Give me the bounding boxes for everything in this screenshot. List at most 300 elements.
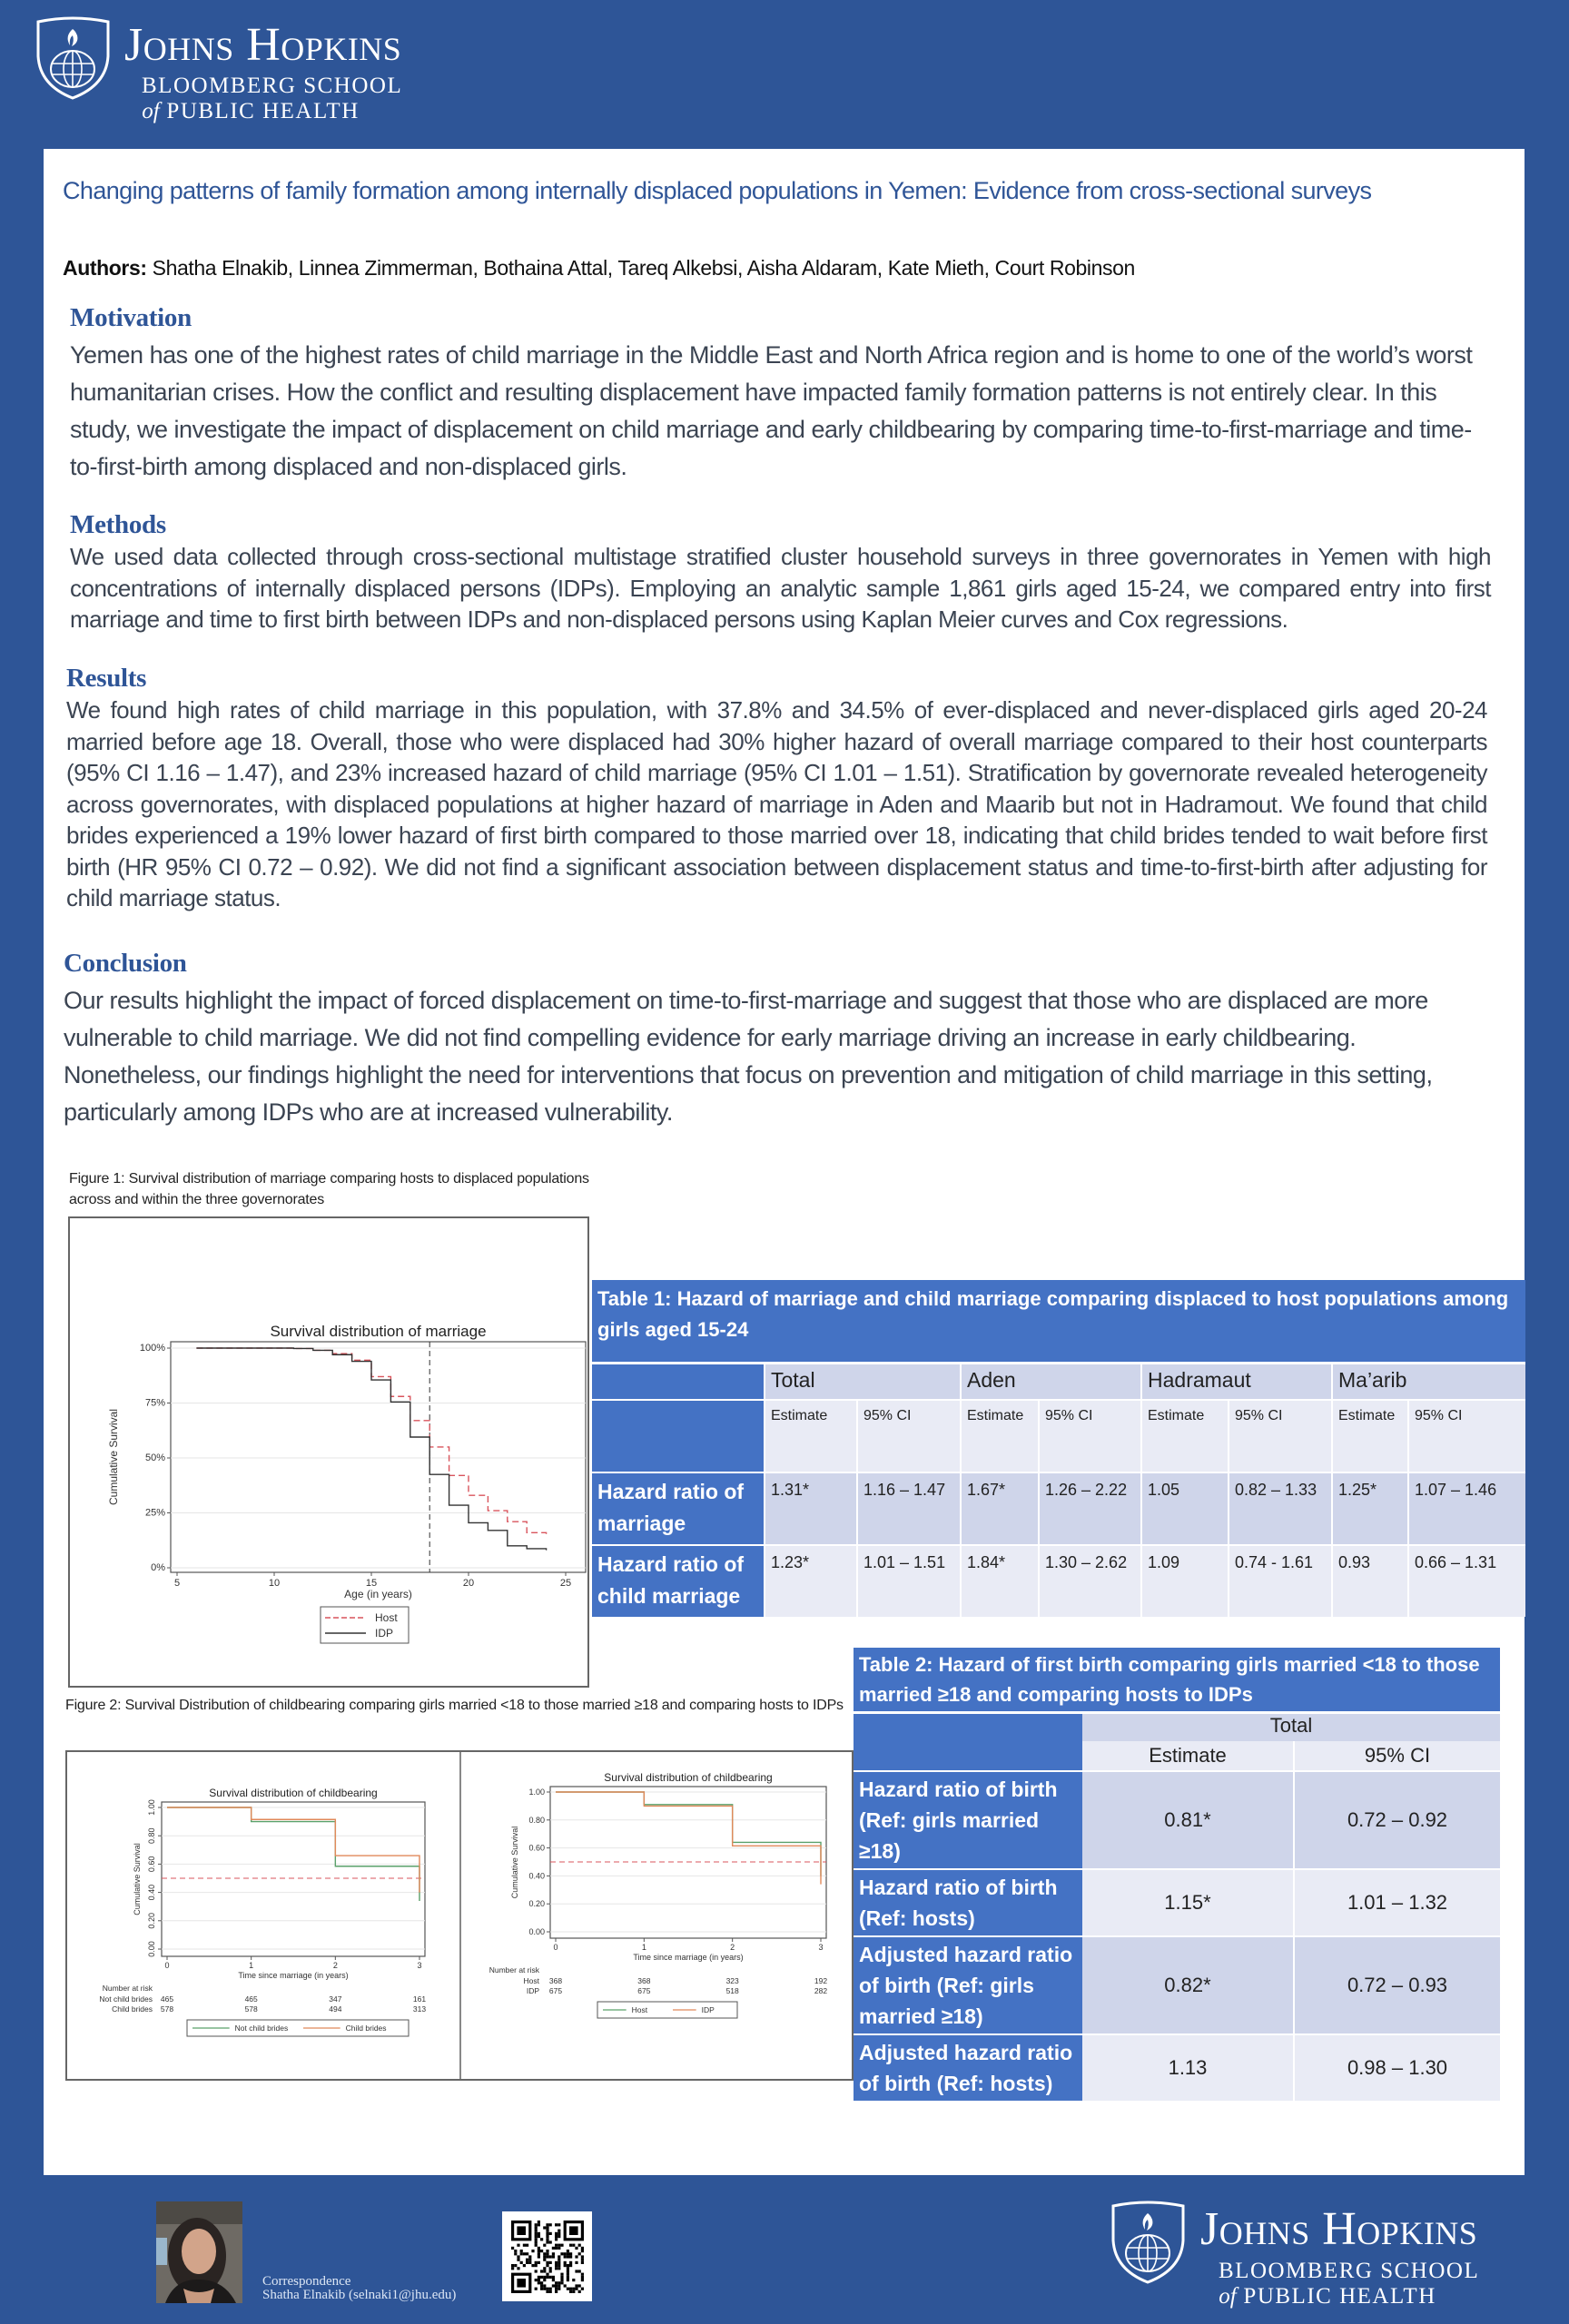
table2-row (854, 1869, 1500, 1936)
qr-module (560, 2244, 563, 2247)
qr-module (546, 2264, 548, 2267)
table2-subheader: Estimate (1082, 1741, 1294, 1771)
qr-module (578, 2244, 581, 2247)
qr-module (575, 2261, 577, 2264)
table1-cell: 1.67* (961, 1472, 1039, 1545)
qr-module (558, 2247, 560, 2250)
table2-subheader: 95% CI (1294, 1741, 1500, 1771)
qr-module (546, 2290, 548, 2293)
at-risk-title: Number at risk (488, 1965, 539, 1974)
qr-module (543, 2255, 546, 2258)
x-tick-label: 15 (365, 1578, 378, 1589)
qr-module (575, 2288, 577, 2290)
qr-module (581, 2288, 584, 2290)
qr-module (555, 2281, 558, 2284)
qr-module (578, 2284, 581, 2287)
qr-module (549, 2240, 552, 2243)
qr-module (546, 2226, 548, 2229)
figure1-chart (70, 1218, 587, 1686)
qr-module (546, 2250, 548, 2252)
y-tick-label: 0.20 (147, 1913, 156, 1929)
qr-module (514, 2250, 517, 2252)
qr-module (546, 2232, 548, 2235)
table1-cell: 0.93 (1332, 1545, 1408, 1617)
table2-estimate: 0.81* (1082, 1771, 1294, 1869)
figure1-frame (68, 1216, 589, 1688)
qr-module (546, 2261, 548, 2264)
qr-module (546, 2238, 548, 2240)
table1-subheader: 95% CI (1408, 1400, 1525, 1472)
table1-cell: 1.01 – 1.51 (857, 1545, 961, 1617)
table2-ci: 0.72 – 0.92 (1294, 1771, 1500, 1869)
y-tick-label: 0.80 (528, 1815, 545, 1825)
table2-caption: Table 2: Hazard of first birth comparing girls married <18 to those married ≥18 and comparing hosts to IDPs (854, 1648, 1500, 1713)
qr-module (528, 2259, 531, 2261)
qr-module (538, 2250, 540, 2252)
qr-module (540, 2250, 543, 2252)
table2-corner (854, 1713, 1082, 1772)
qr-module (543, 2259, 546, 2261)
x-tick-label: 5 (173, 1578, 181, 1589)
table1-cell: 1.16 – 1.47 (857, 1472, 961, 1545)
qr-module (526, 2244, 528, 2247)
qr-module (564, 2261, 567, 2264)
correspondence-label: Correspondence (262, 2274, 351, 2289)
table1-cell: 0.82 – 1.33 (1229, 1472, 1332, 1545)
qr-finder (517, 2279, 526, 2288)
at-risk-count: 161 (412, 1994, 427, 2004)
qr-module (549, 2261, 552, 2264)
qr-module (535, 2226, 538, 2229)
qr-module (543, 2288, 546, 2290)
table1-subheader: 95% CI (1229, 1400, 1332, 1472)
qr-module (549, 2223, 552, 2226)
table2-row (854, 1936, 1500, 2034)
x-tick-label: 20 (462, 1578, 475, 1589)
qr-module (535, 2244, 538, 2247)
qr-module (546, 2223, 548, 2226)
qr-module (575, 2247, 577, 2250)
methods-heading: Methods (70, 510, 166, 539)
table1-cell: 0.66 – 1.31 (1408, 1545, 1525, 1617)
qr-module (558, 2223, 560, 2226)
at-risk-count: 368 (637, 1976, 651, 1985)
qr-module (546, 2276, 548, 2279)
qr-module (543, 2279, 546, 2281)
at-risk-group: Host (523, 1976, 539, 1985)
table2-ci: 1.01 – 1.32 (1294, 1869, 1500, 1936)
at-risk-count: 494 (329, 2004, 342, 2014)
figure2-caption: Figure 2: Survival Distribution of childbearing comparing girls married <18 to those married ≥18 and comparing hosts to IDPs (65, 1698, 844, 1713)
qr-module (543, 2252, 546, 2255)
table1-row (592, 1545, 1525, 1617)
qr-module (578, 2290, 581, 2293)
qr-module (549, 2288, 552, 2290)
qr-module (569, 2290, 572, 2293)
qr-module (567, 2276, 569, 2279)
qr-module (555, 2267, 558, 2270)
qr-module (560, 2252, 563, 2255)
qr-module (558, 2267, 560, 2270)
qr-module (569, 2255, 572, 2258)
qr-module (564, 2264, 567, 2267)
qr-module (526, 2261, 528, 2264)
author-photo (156, 2201, 242, 2303)
qr-module (517, 2259, 519, 2261)
qr-module (517, 2267, 519, 2270)
table1-cell: 1.31* (765, 1472, 857, 1545)
qr-module (558, 2288, 560, 2290)
qr-module (569, 2288, 572, 2290)
table1-cell: 0.74 - 1.61 (1229, 1545, 1332, 1617)
qr-module (567, 2255, 569, 2258)
university-name: Johns Hopkins (1200, 2203, 1478, 2255)
table1-cell: 1.07 – 1.46 (1408, 1472, 1525, 1545)
y-tick-label: 0.80 (147, 1827, 156, 1844)
qr-module (535, 2235, 538, 2238)
table2 (854, 1648, 1500, 2101)
qr-module (538, 2261, 540, 2264)
table2-row-label: Adjusted hazard ratio of birth (Ref: girls married ≥18) (854, 1936, 1082, 2034)
table1-group-total: Total (765, 1364, 961, 1401)
qr-module (538, 2276, 540, 2279)
qr-module (543, 2226, 546, 2229)
y-tick-label: 0.20 (528, 1899, 545, 1909)
qr-module (567, 2267, 569, 2270)
qr-code-icon (502, 2211, 592, 2301)
y-tick-label: 50% (144, 1452, 165, 1463)
qr-module (540, 2281, 543, 2284)
table1-cell: 1.84* (961, 1545, 1039, 1617)
table2-ci: 0.98 – 1.30 (1294, 2034, 1500, 2101)
qr-module (560, 2276, 563, 2279)
table1-cell: 1.30 – 2.62 (1039, 1545, 1141, 1617)
qr-module (558, 2264, 560, 2267)
correspondence (262, 2275, 456, 2302)
qr-module (520, 2252, 523, 2255)
y-tick-label: 0% (151, 1562, 165, 1573)
y-tick-label: 100% (139, 1343, 165, 1354)
y-tick-label: 75% (144, 1397, 165, 1409)
table1-group-aden: Aden (961, 1364, 1141, 1401)
qr-module (549, 2267, 552, 2270)
results-heading: Results (66, 664, 147, 693)
qr-module (560, 2281, 563, 2284)
qr-module (567, 2288, 569, 2290)
qr-module (555, 2288, 558, 2290)
qr-module (581, 2259, 584, 2261)
qr-module (538, 2221, 540, 2223)
qr-module (549, 2276, 552, 2279)
qr-module (546, 2255, 548, 2258)
qr-module (535, 2230, 538, 2232)
at-risk-title: Number at risk (102, 1984, 153, 1993)
qr-module (558, 2244, 560, 2247)
table2-row-label: Hazard ratio of birth (Ref: girls married ≥18) (854, 1771, 1082, 1869)
qr-module (538, 2255, 540, 2258)
university-name: Johns Hopkins (124, 19, 402, 71)
qr-module (535, 2288, 538, 2290)
x-tick-label: 1 (641, 1943, 646, 1952)
qr-module (558, 2235, 560, 2238)
table2-row (854, 2034, 1500, 2101)
y-tick-label: 0.60 (147, 1856, 156, 1873)
qr-module (520, 2250, 523, 2252)
qr-module (523, 2264, 526, 2267)
qr-module (567, 2264, 569, 2267)
qr-module (567, 2250, 569, 2252)
qr-module (546, 2230, 548, 2232)
table1-row-label: Hazard ratio of child marriage (592, 1545, 765, 1617)
qr-module (575, 2270, 577, 2272)
conclusion-text: Our results highlight the impact of forced displacement on time-to-first-marriage and suggest that those who are displaced are more vulnerable to child marriage. We did not find compelling evidence for early marriage driving an increase in early childbearing. Nonetheless, our findings highlight the need for interventions that focus on prevention and mitigation of child marriage in this setting, particularly among IDPs who are at increased vulnerability. (64, 987, 1433, 1126)
qr-module (552, 2276, 555, 2279)
y-tick-label: 0.40 (528, 1871, 545, 1881)
qr-module (581, 2279, 584, 2281)
qr-module (549, 2270, 552, 2272)
qr-module (531, 2264, 534, 2267)
qr-module (540, 2270, 543, 2272)
at-risk-count: 282 (814, 1986, 828, 1995)
qr-module (549, 2232, 552, 2235)
at-risk-group: IDP (526, 1986, 539, 1995)
legend-label: Not child brides (234, 2024, 289, 2033)
at-risk-group: Not child brides (99, 1994, 153, 2004)
y-tick-label: 1.00 (528, 1787, 545, 1797)
qr-module (511, 2267, 514, 2270)
y-axis-label: Cumulative Survival (107, 1408, 120, 1506)
at-risk-count: 675 (548, 1986, 563, 1995)
jhu-shield-icon (1110, 2201, 1187, 2284)
qr-module (558, 2261, 560, 2264)
legend-label: IDP (701, 2005, 715, 2014)
at-risk-count: 465 (160, 1994, 174, 2004)
qr-module (560, 2273, 563, 2276)
qr-module (555, 2247, 558, 2250)
qr-module (569, 2261, 572, 2264)
authors-line: Authors: Shatha Elnakib, Linnea Zimmerman, Bothaina Attal, Tareq Alkebsi, Aisha Aldaram, Kate Mieth, Court Robinson (63, 256, 1135, 280)
qr-module (523, 2244, 526, 2247)
qr-module (564, 2284, 567, 2287)
qr-module (555, 2290, 558, 2293)
author-photo-icon (156, 2201, 242, 2303)
qr-module (540, 2276, 543, 2279)
legend-label: Child brides (345, 2024, 387, 2033)
legend-label: Host (375, 1611, 398, 1624)
qr-module (558, 2230, 560, 2232)
qr-module (549, 2290, 552, 2293)
motivation-text: Yemen has one of the highest rates of child marriage in the Middle East and North Africa region and is home to one of the world’s worst humanitarian crises. How the conflict and resulting displacement have impacted family formation patterns is not entirely clear. In this study, we investigate the impact of displacement on child marriage and early childbearing by comparing time-to-first-marriage and time-to-first-birth among displaced and non-displaced girls. (70, 341, 1473, 480)
x-tick-label: 0 (164, 1961, 170, 1970)
table2-estimate: 0.82* (1082, 1936, 1294, 2034)
qr-module (552, 2284, 555, 2287)
qr-module (514, 2252, 517, 2255)
qr-module (552, 2279, 555, 2281)
qr-module (520, 2261, 523, 2264)
correspondence-contact: Shatha Elnakib (selnaki1@jhu.edu) (262, 2288, 457, 2302)
y-tick-label: 0.00 (147, 1941, 156, 1957)
table1-subheader: Estimate (1141, 1400, 1229, 1472)
table1-subheader: Estimate (1332, 1400, 1408, 1472)
jhu-logo-top (35, 16, 479, 130)
at-risk-count: 368 (548, 1976, 563, 1985)
qr-module (517, 2244, 519, 2247)
qr-module (564, 2252, 567, 2255)
qr-module (560, 2279, 563, 2281)
qr-module (546, 2235, 548, 2238)
qr-module (531, 2250, 534, 2252)
qr-module (543, 2267, 546, 2270)
qr-module (567, 2279, 569, 2281)
qr-module (575, 2255, 577, 2258)
y-tick-label: 0.60 (528, 1843, 545, 1853)
chart-title: Survival distribution of marriage (270, 1323, 487, 1340)
table1-row (592, 1472, 1525, 1545)
plot-area (162, 1802, 425, 1956)
table1-row-label: Hazard ratio of marriage (592, 1472, 765, 1545)
qr-module (535, 2261, 538, 2264)
qr-module (575, 2284, 577, 2287)
x-tick-label: 25 (559, 1578, 572, 1589)
qr-module (555, 2244, 558, 2247)
qr-module (555, 2284, 558, 2287)
qr-module (546, 2288, 548, 2290)
qr-module (543, 2244, 546, 2247)
qr-module (572, 2290, 575, 2293)
qr-module (543, 2270, 546, 2272)
qr-module (581, 2276, 584, 2279)
qr-module (558, 2259, 560, 2261)
chart-title: Survival distribution of childbearing (209, 1787, 378, 1799)
figure1-caption: Figure 1: Survival distribution of marriage comparing hosts to displaced populations across and within the three governorates (69, 1171, 589, 1207)
qr-module (540, 2238, 543, 2240)
qr-module (552, 2247, 555, 2250)
chart-title: Survival distribution of childbearing (604, 1771, 773, 1784)
figure2a-chart (67, 1752, 459, 2079)
legend-label: Host (631, 2005, 648, 2014)
legend-label: IDP (375, 1627, 394, 1640)
results-text: We found high rates of child marriage in this population, with 37.8% and 34.5% of ever-displaced and never-displaced girls aged 20-24 married before age 18. Overall, those who were displaced had 30% higher hazard of overall marriage compared to their host counterparts (95% CI 1.16 – 1.47), and 23% increased hazard of child marriage (95% CI 1.01 – 1.51). Stratification by governorate revealed heterogeneity across governorates, with displaced populations at higher hazard of marriage in Aden and Maarib but not in Hadramout. We found that child brides experienced a 19% lower hazard of first birth compared to those married over 18, indicating that child brides tended to wait before first birth (HR 95% CI 0.72 – 0.92). We did not find a significant association between displacement status and time-to-first-birth after adjusting for child marriage status. (66, 696, 1487, 911)
qr-module (581, 2250, 584, 2252)
school-name: BLOOMBERG SCHOOL of PUBLIC HEALTH (142, 74, 403, 123)
qr-module (578, 2270, 581, 2272)
qr-module (535, 2232, 538, 2235)
qr-module (511, 2264, 514, 2267)
table2-row-label: Hazard ratio of birth (Ref: hosts) (854, 1869, 1082, 1936)
table1-group-marib: Ma’arib (1332, 1364, 1525, 1401)
table1-subheader: Estimate (961, 1400, 1039, 1472)
qr-module (581, 2273, 584, 2276)
table2-estimate: 1.13 (1082, 2034, 1294, 2101)
table1-cell: 1.25* (1332, 1472, 1408, 1545)
qr-module (558, 2284, 560, 2287)
qr-module (546, 2240, 548, 2243)
qr-module (572, 2288, 575, 2290)
qr-module (543, 2284, 546, 2287)
at-risk-count: 578 (244, 2004, 258, 2014)
qr-module (558, 2255, 560, 2258)
x-tick-label: 2 (332, 1961, 338, 1970)
table1-cell: 1.05 (1141, 1472, 1229, 1545)
figure2-frame (65, 1750, 854, 2081)
qr-module (526, 2252, 528, 2255)
conclusion-heading: Conclusion (64, 949, 187, 978)
qr-module (555, 2261, 558, 2264)
school-name: BLOOMBERG SCHOOL of PUBLIC HEALTH (1219, 2259, 1480, 2309)
qr-module (569, 2244, 572, 2247)
qr-module (558, 2281, 560, 2284)
qr-module (528, 2255, 531, 2258)
qr-module (572, 2279, 575, 2281)
qr-module (535, 2238, 538, 2240)
qr-module (555, 2235, 558, 2238)
y-tick-label: 1.00 (147, 1799, 156, 1816)
table2-ci: 0.72 – 0.93 (1294, 1936, 1500, 2034)
x-tick-label: 3 (417, 1961, 422, 1970)
table1-subheader: 95% CI (1039, 1400, 1141, 1472)
qr-module (546, 2273, 548, 2276)
x-axis-label: Time since marriage (in years) (633, 1953, 744, 1962)
qr-module (511, 2247, 514, 2250)
qr-module (538, 2281, 540, 2284)
table1-caption: Table 1: Hazard of marriage and child marriage comparing displaced to host populations among girls aged 15-24 (592, 1280, 1525, 1364)
motivation-heading: Motivation (70, 303, 192, 332)
table1-subheader: 95% CI (857, 1400, 961, 1472)
qr-finder (569, 2226, 578, 2235)
qr-module (578, 2252, 581, 2255)
qr-module (567, 2252, 569, 2255)
qr-module (535, 2270, 538, 2272)
qr-module (540, 2284, 543, 2287)
x-axis-label: Age (in years) (344, 1588, 412, 1600)
table1-cell: 1.09 (1141, 1545, 1229, 1617)
qr-module (538, 2252, 540, 2255)
y-tick-label: 25% (144, 1507, 165, 1519)
y-tick-label: 0.40 (147, 1884, 156, 1901)
table1-group-hadramaut: Hadramaut (1141, 1364, 1332, 1401)
qr-module (538, 2247, 540, 2250)
qr-module (558, 2232, 560, 2235)
qr-module (535, 2240, 538, 2243)
at-risk-count: 313 (412, 2004, 427, 2014)
x-axis-label: Time since marriage (in years) (238, 1971, 349, 1980)
qr-module (543, 2276, 546, 2279)
table1-corner (592, 1364, 765, 1401)
x-tick-label: 10 (268, 1578, 281, 1589)
x-tick-label: 2 (730, 1943, 735, 1952)
qr-module (564, 2255, 567, 2258)
qr-module (572, 2244, 575, 2247)
methods-text: We used data collected through cross-sectional multistage stratified cluster household surveys in three governorates in Yemen with high concentrations of internally displaced persons (IDPs). Employing an analytic sample 1,861 girls aged 15-24, we compared entry into first marriage and time to first birth between IDPs and non-displaced persons using Kaplan Meier curves and Cox regressions. (70, 543, 1491, 633)
qr-module (523, 2252, 526, 2255)
qr-module (538, 2232, 540, 2235)
at-risk-count: 675 (637, 1986, 651, 1995)
at-risk-count: 192 (814, 1976, 828, 1985)
table2-row (854, 1771, 1500, 1869)
jhu-shield-icon (35, 16, 112, 100)
qr-module (526, 2259, 528, 2261)
x-tick-label: 1 (249, 1961, 254, 1970)
qr-module (555, 2238, 558, 2240)
table1-cell: 1.23* (765, 1545, 857, 1617)
x-tick-label: 0 (553, 1943, 558, 1952)
qr-module (555, 2232, 558, 2235)
qr-module (514, 2264, 517, 2267)
qr-module (567, 2270, 569, 2272)
jhu-logo-bottom (1110, 2201, 1554, 2314)
qr-code[interactable] (502, 2211, 592, 2301)
qr-module (567, 2273, 569, 2276)
